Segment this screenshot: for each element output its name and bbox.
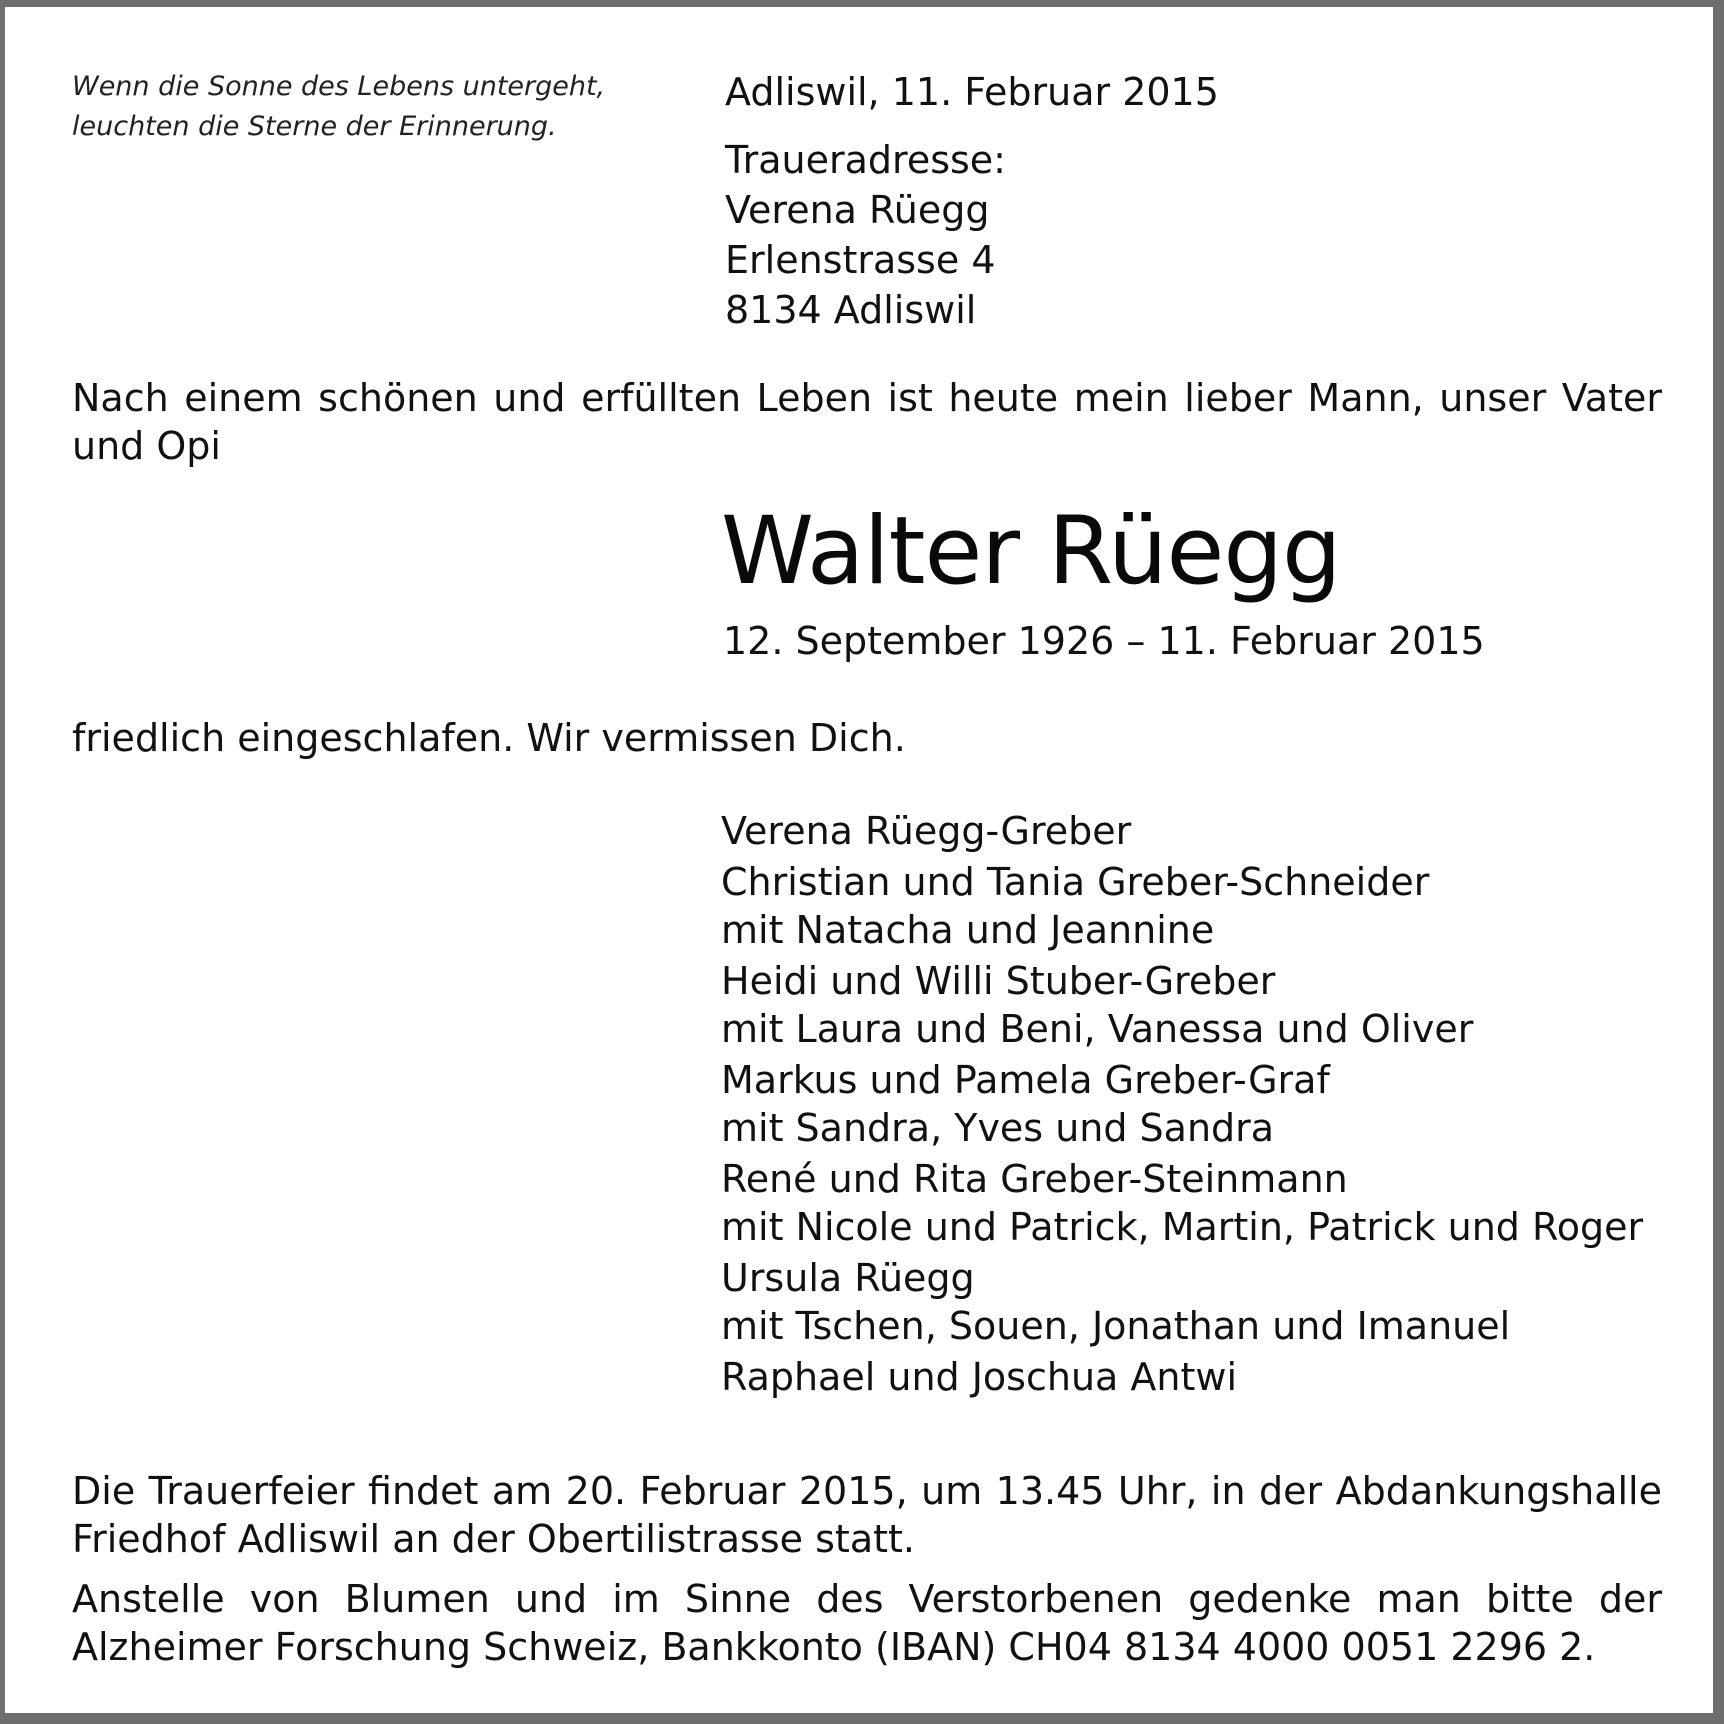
ceremony-text: Die Trauerfeier findet am 20. Februar 2015, um 13.45 Uhr, in der Abdankungshalle Friedhof Adliswil an der Obertilistrasse statt. (72, 1469, 1662, 1561)
mourner-line: mit Tschen, Souen, Jonathan und Imanuel (721, 1304, 1511, 1348)
deceased-name: Walter Rüegg (721, 497, 1341, 606)
mourner-group (721, 807, 1643, 855)
motto-line: leuchten die Sterne der Erinnerung. (72, 111, 557, 142)
mourner-group (721, 1254, 1643, 1350)
mourner-group (721, 1155, 1643, 1251)
mourner-line: Ursula Rüegg (721, 1256, 975, 1300)
mourner-line: Verena Rüegg-Greber (721, 809, 1132, 853)
mourner-group (721, 858, 1643, 954)
mourner-group (721, 1056, 1643, 1152)
donation-text: Anstelle von Blumen und im Sinne des Verstorbenen gedenke man bitte der Alzheimer Forschung Schweiz, Bankkonto (IBAN) CH04 8134 4000 0051 2296 2. (72, 1577, 1662, 1669)
mourner-group (721, 1353, 1643, 1401)
mourner-line: mit Laura und Beni, Vanessa und Oliver (721, 1007, 1474, 1051)
mourner-line: Markus und Pamela Greber-Graf (721, 1058, 1330, 1102)
address-city: 8134 Adliswil (725, 288, 977, 332)
mourner-line: mit Sandra, Yves und Sandra (721, 1106, 1275, 1150)
mourning-address (725, 135, 1006, 335)
place-date: Adliswil, 11. Februar 2015 (725, 70, 1219, 114)
mourner-line: mit Nicole und Patrick, Martin, Patrick und Roger (721, 1205, 1644, 1249)
mourner-line: René und Rita Greber-Steinmann (721, 1157, 1348, 1201)
mourner-line: Christian und Tania Greber-Schneider (721, 860, 1430, 904)
motto-quote (72, 67, 605, 147)
address-name: Verena Rüegg (725, 188, 990, 232)
mourner-line: Raphael und Joschua Antwi (721, 1355, 1238, 1399)
deceased-lifespan: 12. September 1926 – 11. Februar 2015 (723, 619, 1485, 663)
address-label: Traueradresse: (725, 138, 1006, 182)
mourner-line: Heidi und Willi Stuber-Greber (721, 959, 1276, 1003)
mourners-list (721, 807, 1643, 1404)
mourner-line: mit Natacha und Jeannine (721, 908, 1215, 952)
intro-text: Nach einem schönen und erfüllten Leben ist heute mein lieber Mann, unser Vater und Opi (72, 376, 1662, 468)
motto-line: Wenn die Sonne des Lebens untergeht, (72, 71, 606, 102)
address-street: Erlenstrasse 4 (725, 238, 996, 282)
outro-text: friedlich eingeschlafen. Wir vermissen Dich. (72, 716, 906, 760)
mourner-group (721, 957, 1643, 1053)
